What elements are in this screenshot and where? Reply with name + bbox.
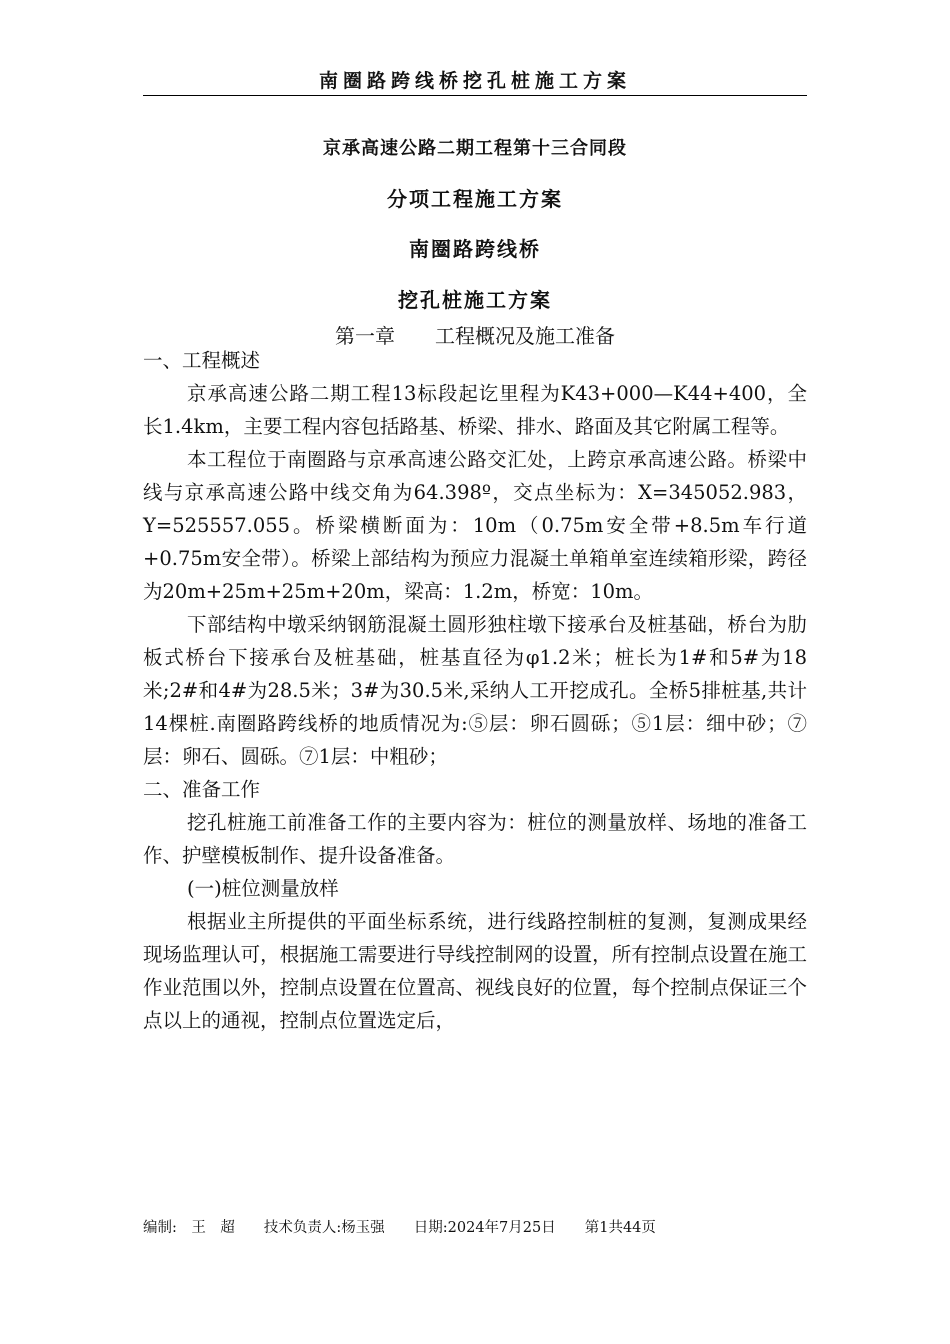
paragraph-scope: 京承高速公路二期工程13标段起讫里程为K43+000—K44+400，全长1.4km，主要工程内容包括路基、桥梁、排水、路面及其它附属工程等。 (143, 382, 807, 438)
paragraph-preparation: 挖孔桩施工前准备工作的主要内容为：桩位的测量放样、场地的准备工作、护壁模板制作、提升设备准备。 (143, 811, 807, 867)
project-title: 京承高速公路二期工程第十三合同段 (323, 138, 627, 159)
section-heading-overview: 一、工程概述 (143, 349, 261, 372)
paragraph-substructure: 下部结构中墩采纳钢筋混凝土圆形独柱墩下接承台及桩基础，桥台为肋板式桥台下接承台及桩基础，桩基直径为φ1.2米；桩长为1#和5#为18米;2#和4#为28.5米；3#为30.5米,采纳人工开挖成孔。全桥5排桩基,共计14棵桩.南圈路跨线桥的地质情况为:⑤层：卵石圆砾；⑤1层：细中砂；⑦层：卵石、圆砾。⑦1层：中粗砂； (143, 613, 807, 768)
running-header: 南圈路跨线桥挖孔桩施工方案 (318, 70, 631, 92)
bridge-name-title: 南圈路跨线桥 (409, 237, 541, 261)
subsection-heading-survey: (一)桩位测量放样 (187, 877, 339, 900)
paragraph-survey: 根据业主所提供的平面坐标系统，进行线路控制桩的复测，复测成果经现场监理认可，根据施工需要进行导线控制网的设置，所有控制点设置在施工作业范围以外，控制点设置在位置高、视线良好的位置，每个控制点保证三个点以上的通视，控制点位置选定后， (143, 910, 807, 1032)
chapter-heading: 第一章 工程概况及施工准备 (335, 324, 615, 348)
page-footer: 编制: 王 超 技术负责人:杨玉强 日期:2024年7月25日 第1共44页 (143, 1220, 656, 1236)
header-rule (143, 95, 807, 96)
plan-title: 挖孔桩施工方案 (398, 288, 552, 312)
paragraph-location: 本工程位于南圈路与京承高速公路交汇处，上跨京承高速公路。桥梁中线与京承高速公路中线交角为64.398º，交点坐标为：X=345052.983，Y=525557.055。桥梁横断面为：10m（0.75m安全带+8.5m车行道+0.75m安全带）。桥梁上部结构为预应力混凝土单箱单室连续箱形梁，跨径为20m+25m+25m+20m，梁高：1.2m，桥宽：10m。 (143, 448, 807, 603)
document-type-title: 分项工程施工方案 (387, 187, 563, 211)
section-heading-preparation: 二、准备工作 (143, 778, 261, 801)
body-text (143, 344, 807, 1037)
